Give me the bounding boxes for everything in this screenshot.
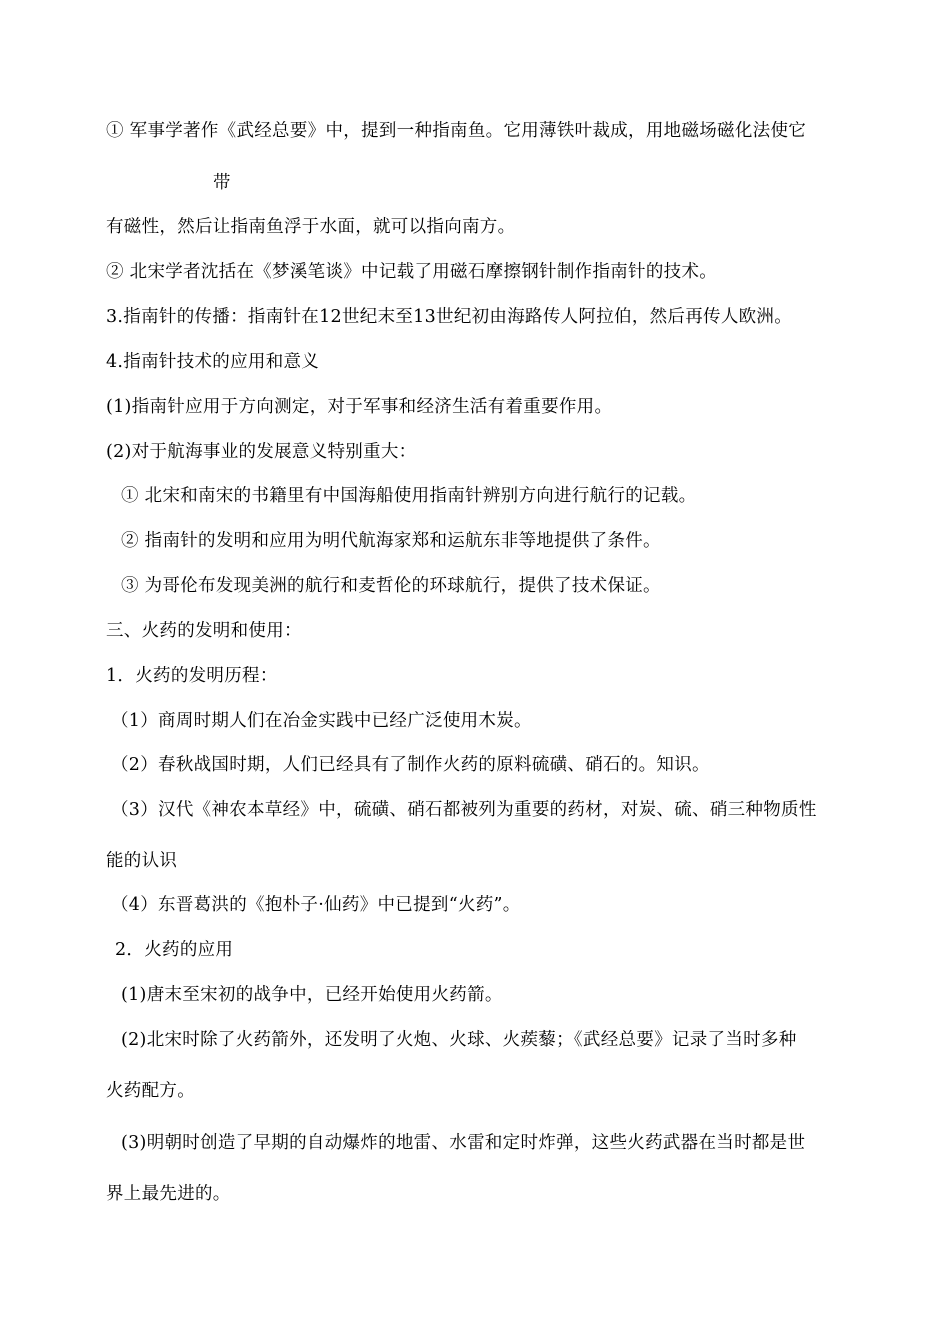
text-line: ③ 为哥伦布发现美洲的航行和麦哲伦的环球航行，提供了技术保证。: [121, 576, 661, 596]
text-line: (2)北宋时除了火药箭外，还发明了火炮、火球、火蒺藜；《武经总要》记录了当时多种: [121, 1030, 797, 1050]
text-line: ② 指南针的发明和应用为明代航海家郑和运航东非等地提供了条件。: [121, 531, 661, 551]
text-line: (3)明朝时创造了早期的自动爆炸的地雷、水雷和定时炸弹，这些火药武器在当时都是世: [121, 1133, 806, 1153]
text-line: (1)唐末至宋初的战争中，已经开始使用火药箭。: [121, 985, 503, 1005]
text-line: 能的认识: [106, 851, 178, 871]
text-line: （2）春秋战国时期，人们已经具有了制作火药的原料硫磺、硝石的。知识。: [111, 755, 710, 775]
text-line: ② 北宋学者沈括在《梦溪笔谈》中记载了用磁石摩擦钢针制作指南针的技术。: [106, 262, 718, 282]
text-line: 界上最先进的。: [106, 1184, 231, 1204]
text-line: 带: [213, 173, 231, 193]
text-line: 3.指南针的传播：指南针在12世纪末至13世纪初由海路传人阿拉伯，然后再传人欧洲。: [106, 307, 793, 327]
text-line: 火药配方。: [106, 1081, 195, 1101]
text-line: （3）汉代《神农本草经》中，硫磺、硝石都被列为重要的药材，对炭、硫、硝三种物质性: [111, 800, 817, 820]
text-line: (1)指南针应用于方向测定，对于军事和经济生活有着重要作用。: [106, 397, 613, 417]
section-heading: 三、火药的发明和使用：: [106, 621, 302, 641]
text-line: ① 军事学著作《武经总要》中，提到一种指南鱼。它用薄铁叶裁成，用地磁场磁化法使它: [106, 121, 807, 141]
text-line: (2)对于航海事业的发展意义特别重大：: [106, 442, 417, 462]
text-line: ① 北宋和南宋的书籍里有中国海船使用指南针辨别方向进行航行的记载。: [121, 486, 697, 506]
text-line: 有磁性，然后让指南鱼浮于水面，就可以指向南方。: [106, 217, 516, 237]
text-line: （4）东晋葛洪的《抱朴子·仙药》中已提到“火药”。: [111, 895, 521, 915]
section-heading: 4.指南针技术的应用和意义: [106, 352, 320, 372]
section-heading: 1．火药的发明历程：: [106, 666, 278, 686]
section-heading: 2．火药的应用: [115, 940, 234, 960]
text-line: （1）商周时期人们在冶金实践中已经广泛使用木炭。: [111, 711, 532, 731]
